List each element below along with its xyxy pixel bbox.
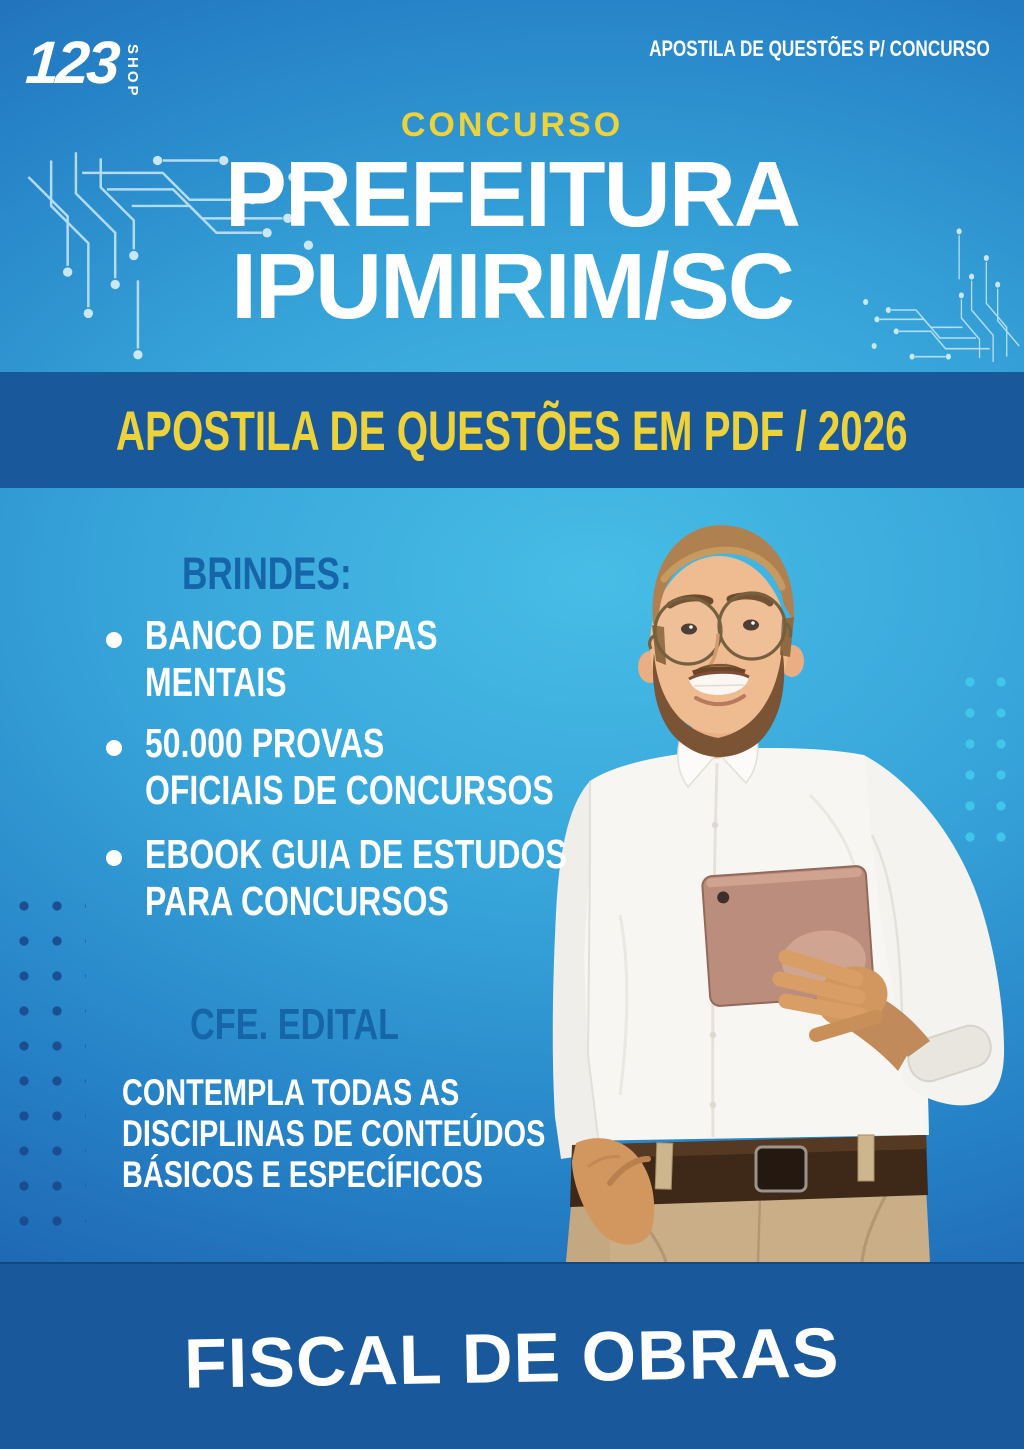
page-title-line2: IPUMIRIM/SC [231, 234, 793, 338]
brand-logo-shop: SHOP [124, 44, 141, 99]
offer-item-2 [145, 720, 669, 814]
edital-heading-text: CFE. EDITAL [190, 1000, 400, 1049]
offer-item-1-line1: BANCO DE MAPAS [145, 612, 438, 658]
bullet-dot [106, 850, 122, 866]
header-tagline-text: APOSTILA DE QUESTÕES P/ CONCURSO [649, 36, 990, 61]
banner-text: APOSTILA DE QUESTÕES EM PDF / 2026 [116, 398, 908, 462]
offer-item-3 [145, 831, 686, 925]
offer-item-3-line1: EBOOK GUIA DE ESTUDOS [145, 831, 567, 877]
offer-item-3-line2: PARA CONCURSOS [145, 878, 449, 924]
offer-item-1 [145, 612, 520, 706]
edital-line1: CONTEMPLA TODAS AS [122, 1072, 460, 1113]
belt-buckle [756, 1147, 806, 1191]
banner-strip [0, 372, 1024, 488]
footer-band [0, 1262, 1024, 1449]
offer-item-1-line2: MENTAIS [145, 659, 287, 705]
edital-line3: BÁSICOS E ESPECÍFICOS [122, 1154, 483, 1195]
offer-item-2-line2: OFICIAIS DE CONCURSOS [145, 767, 554, 813]
dot-grid-left [16, 898, 86, 1240]
offers-heading [182, 548, 400, 600]
bullet-dot [106, 632, 122, 648]
kicker-concurso: CONCURSO [400, 106, 624, 144]
edital-heading [190, 1000, 458, 1050]
offer-item-2-line1: 50.000 PROVAS [145, 720, 385, 766]
page-title [0, 142, 1024, 338]
brand-logo-123: 123 [23, 29, 120, 96]
footer-role: FISCAL DE OBRAS [183, 1312, 841, 1403]
edital-body [122, 1072, 665, 1195]
page-title-line1: PREFEITURA [224, 142, 800, 246]
edital-line2: DISCIPLINAS DE CONTEÚDOS [122, 1113, 546, 1154]
header-tagline [553, 36, 990, 62]
offers-heading-text: BRINDES: [182, 548, 352, 599]
bullet-dot [106, 740, 122, 756]
